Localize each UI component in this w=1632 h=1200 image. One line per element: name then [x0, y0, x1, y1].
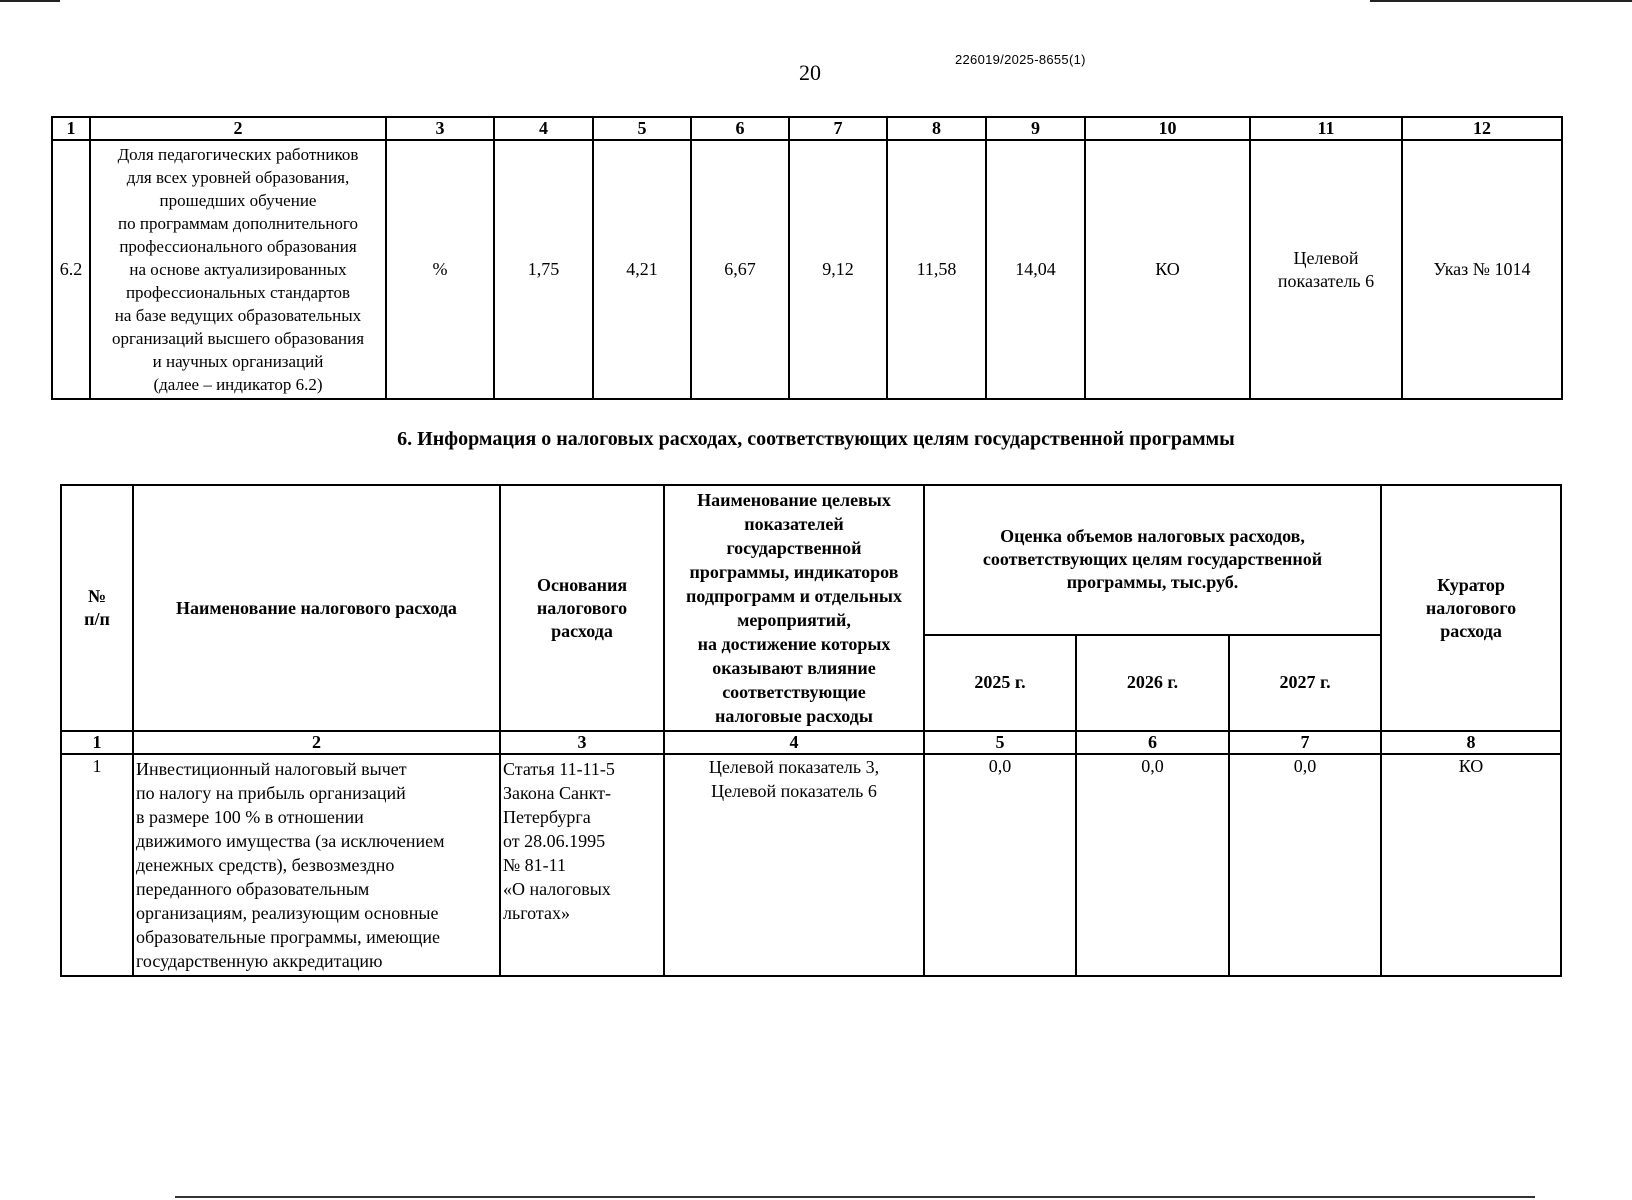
column-number: 5 [924, 731, 1076, 754]
tax-expenses-table [60, 484, 1562, 977]
header-year: 2026 г. [1076, 635, 1229, 731]
header-num: № п/п [61, 485, 133, 731]
tax-expense-name: Инвестиционный налоговый вычет по налогу на прибыль организаций в размере 100 % в отношении движимого имущества (за исключением денежных средств), безвозмездно переданного образовательным организациям, реализующим основные образовательные программы, имеющие государственную аккредитацию [133, 754, 500, 976]
scan-edge-line [0, 0, 60, 2]
basis-cell: Указ № 1014 [1402, 140, 1562, 399]
unit-cell: % [386, 140, 494, 399]
column-number: 10 [1085, 117, 1250, 140]
table-row [61, 754, 1561, 976]
column-number: 7 [1229, 731, 1381, 754]
value-cell: 1,75 [494, 140, 593, 399]
column-number: 2 [133, 731, 500, 754]
column-number-row [52, 117, 1562, 140]
column-number: 5 [593, 117, 691, 140]
responsible-cell: КО [1085, 140, 1250, 399]
curator-cell: КО [1381, 754, 1561, 976]
value-cell: 11,58 [887, 140, 986, 399]
column-number: 6 [691, 117, 789, 140]
column-number: 4 [494, 117, 593, 140]
column-number: 3 [500, 731, 664, 754]
column-number: 8 [1381, 731, 1561, 754]
tax-expense-indicators: Целевой показатель 3, Целевой показатель 6 [664, 754, 924, 976]
value-cell: 6,67 [691, 140, 789, 399]
row-id: 6.2 [52, 140, 90, 399]
column-number: 11 [1250, 117, 1402, 140]
column-number: 9 [986, 117, 1085, 140]
row-num: 1 [61, 754, 133, 976]
header-year: 2027 г. [1229, 635, 1381, 731]
scan-edge-line [1370, 0, 1632, 2]
tax-expense-basis: Статья 11-11-5 Закона Санкт- Петербурга от 28.06.1995 № 81-11 «О налоговых льготах» [500, 754, 664, 976]
column-number: 4 [664, 731, 924, 754]
value-cell: 14,04 [986, 140, 1085, 399]
header-curator: Куратор налогового расхода [1381, 485, 1561, 731]
header-estimate: Оценка объемов налоговых расходов, соответствующих целям государственной программы, тыс.руб. [924, 485, 1381, 635]
scan-bottom-line [175, 1196, 1535, 1198]
value-cell: 0,0 [1229, 754, 1381, 976]
target-cell: Целевой показатель 6 [1250, 140, 1402, 399]
page-number: 20 [799, 60, 821, 85]
header-indicators: Наименование целевых показателей государственной программы, индикаторов подпрограмм и отдельных мероприятий, на достижение которых оказывают влияние соответствующие налоговые расходы [664, 485, 924, 731]
value-cell: 0,0 [924, 754, 1076, 976]
column-number: 3 [386, 117, 494, 140]
value-cell: 0,0 [1076, 754, 1229, 976]
column-number: 12 [1402, 117, 1562, 140]
section-title: 6. Информация о налоговых расходах, соответствующих целям государственной программы [397, 428, 1235, 450]
column-number: 6 [1076, 731, 1229, 754]
value-cell: 4,21 [593, 140, 691, 399]
column-number: 2 [90, 117, 386, 140]
document-code: 226019/2025-8655(1) [955, 52, 1086, 67]
column-number: 7 [789, 117, 887, 140]
indicator-name: Доля педагогических работников для всех уровней образования, прошедших обучение по программам дополнительного профессионального образования на основе актуализированных профессиональных стандартов на базе ведущих образовательных организаций высшего образования и научных организаций (далее – индикатор 6.2) [90, 140, 386, 399]
column-number: 8 [887, 117, 986, 140]
header-basis: Основания налогового расхода [500, 485, 664, 731]
column-number: 1 [61, 731, 133, 754]
column-number-row [61, 731, 1561, 754]
header-row [61, 485, 1561, 635]
value-cell: 9,12 [789, 140, 887, 399]
indicators-table [51, 116, 1563, 400]
header-name: Наименование налогового расхода [133, 485, 500, 731]
column-number: 1 [52, 117, 90, 140]
table-row [52, 140, 1562, 399]
header-year: 2025 г. [924, 635, 1076, 731]
